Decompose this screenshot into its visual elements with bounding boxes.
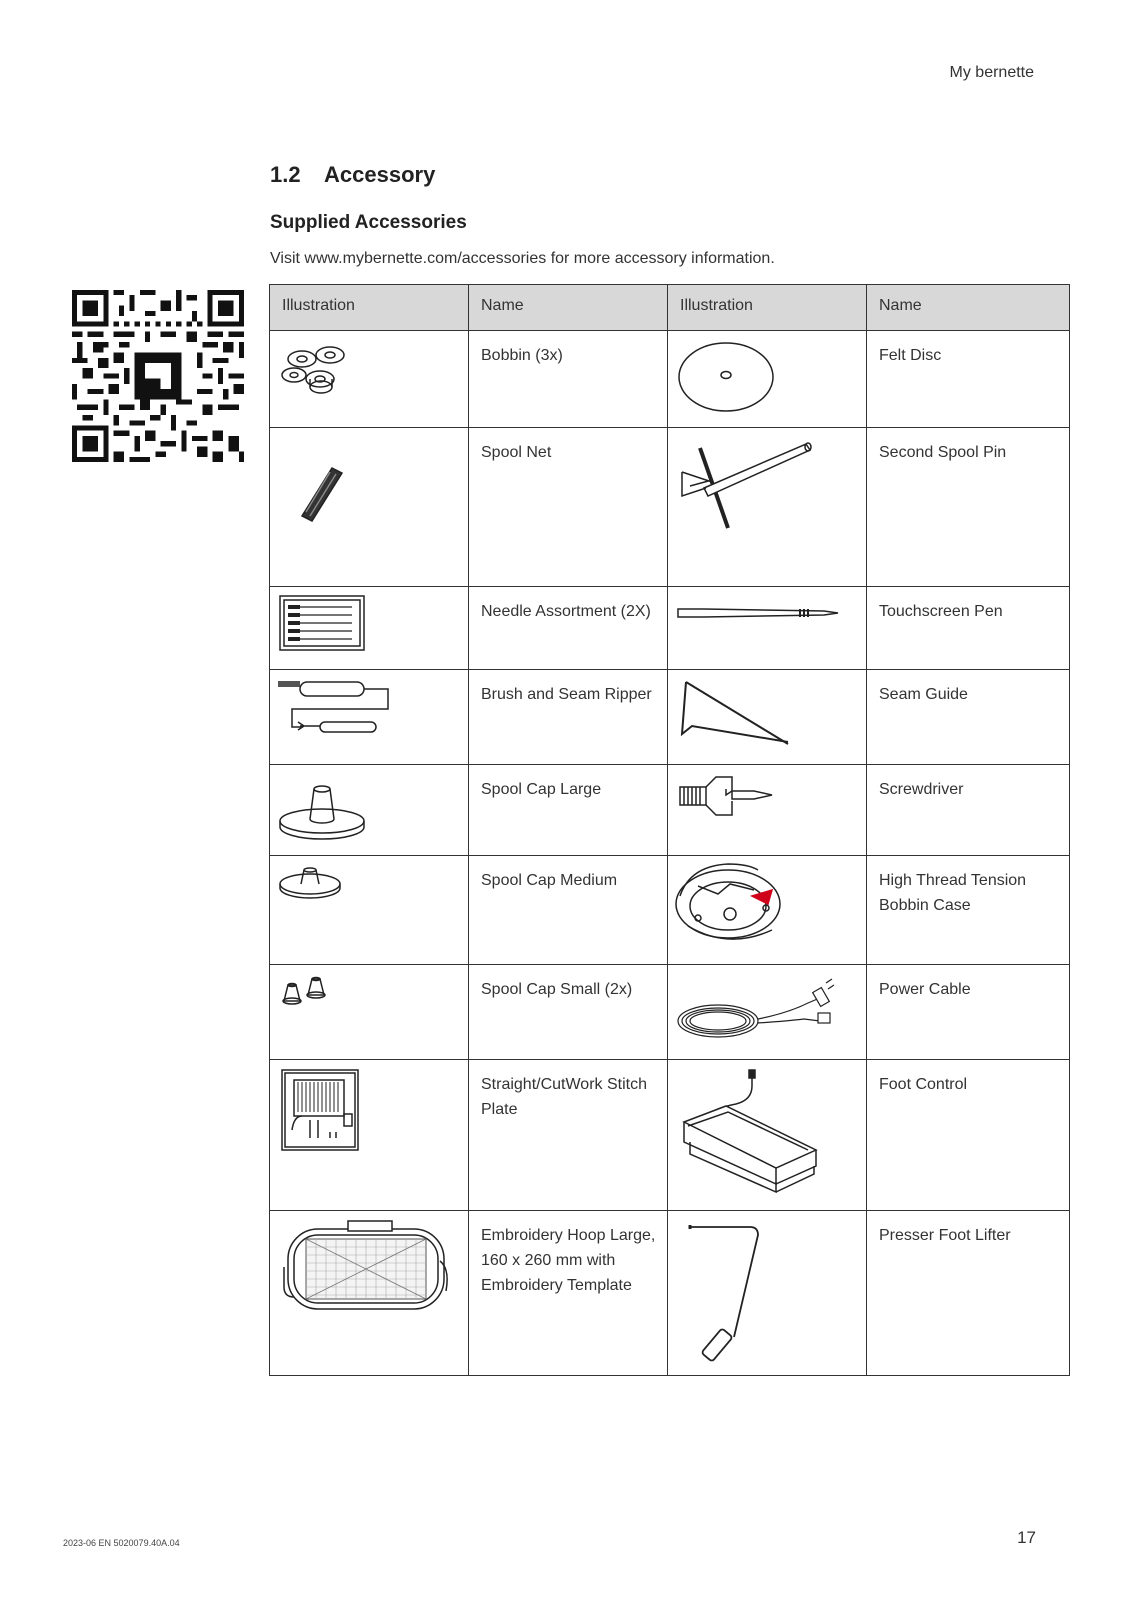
spool-cap-medium-icon (270, 856, 469, 965)
presser-foot-lifter-icon (668, 1211, 867, 1376)
table-row (270, 765, 1070, 856)
item-name: Straight/CutWork Stitch Plate (469, 1060, 668, 1211)
section-title: Accessory (324, 162, 436, 187)
seam-guide-icon (668, 670, 867, 765)
table-header-row (270, 285, 1070, 331)
table-row (270, 1211, 1070, 1376)
item-name: Needle Assortment (2X) (469, 587, 668, 670)
intro-text: Visit www.mybernette.com/accessories for more accessory information. (270, 250, 775, 267)
header-name-2: Name (867, 285, 1070, 331)
item-name: Spool Net (469, 428, 668, 587)
brush-seam-ripper-icon (270, 670, 469, 765)
item-name: Brush and Seam Ripper (469, 670, 668, 765)
item-name: Spool Cap Medium (469, 856, 668, 965)
doc-code: 2023-06 EN 5020079.40A.04 (63, 1538, 180, 1548)
section-number: 1.2 (270, 162, 301, 187)
table-row (270, 856, 1070, 965)
accessory-table (269, 284, 1070, 1376)
table-row (270, 428, 1070, 587)
item-name: Presser Foot Lifter (867, 1211, 1070, 1376)
item-name: Bobbin (3x) (469, 331, 668, 428)
spool-cap-large-icon (270, 765, 469, 856)
header-brand-text: My bernette (949, 64, 1034, 81)
table-row (270, 587, 1070, 670)
table-row (270, 670, 1070, 765)
felt-disc-icon (668, 331, 867, 428)
spool-cap-small-icon (270, 965, 469, 1060)
item-name: Spool Cap Large (469, 765, 668, 856)
needle-assortment-icon (270, 587, 469, 670)
qr-code-icon (72, 290, 244, 462)
bobbin-icon (270, 331, 469, 428)
stitch-plate-icon (270, 1060, 469, 1211)
embroidery-hoop-icon (270, 1211, 469, 1376)
section-heading (270, 162, 435, 188)
header-name-1: Name (469, 285, 668, 331)
header-illustration-1: Illustration (270, 285, 469, 331)
page-number: 17 (1017, 1528, 1036, 1547)
foot-control-icon (668, 1060, 867, 1211)
item-name: Foot Control (867, 1060, 1070, 1211)
item-name: Screwdriver (867, 765, 1070, 856)
screwdriver-icon (668, 765, 867, 856)
item-name: Second Spool Pin (867, 428, 1070, 587)
touchscreen-pen-icon (668, 587, 867, 670)
item-name: Seam Guide (867, 670, 1070, 765)
subsection-title: Supplied Accessories (270, 212, 467, 233)
item-name: Felt Disc (867, 331, 1070, 428)
power-cable-icon (668, 965, 867, 1060)
table-row (270, 1060, 1070, 1211)
item-name: Embroidery Hoop Large, 160 x 260 mm with Embroidery Template (469, 1211, 668, 1376)
bobbin-case-icon (668, 856, 867, 965)
spool-net-icon (270, 428, 469, 587)
item-name: High Thread Tension Bobbin Case (867, 856, 1070, 965)
second-spool-pin-icon (668, 428, 867, 587)
header-illustration-2: Illustration (668, 285, 867, 331)
item-name: Touchscreen Pen (867, 587, 1070, 670)
item-name: Power Cable (867, 965, 1070, 1060)
table-row (270, 331, 1070, 428)
table-row (270, 965, 1070, 1060)
item-name: Spool Cap Small (2x) (469, 965, 668, 1060)
